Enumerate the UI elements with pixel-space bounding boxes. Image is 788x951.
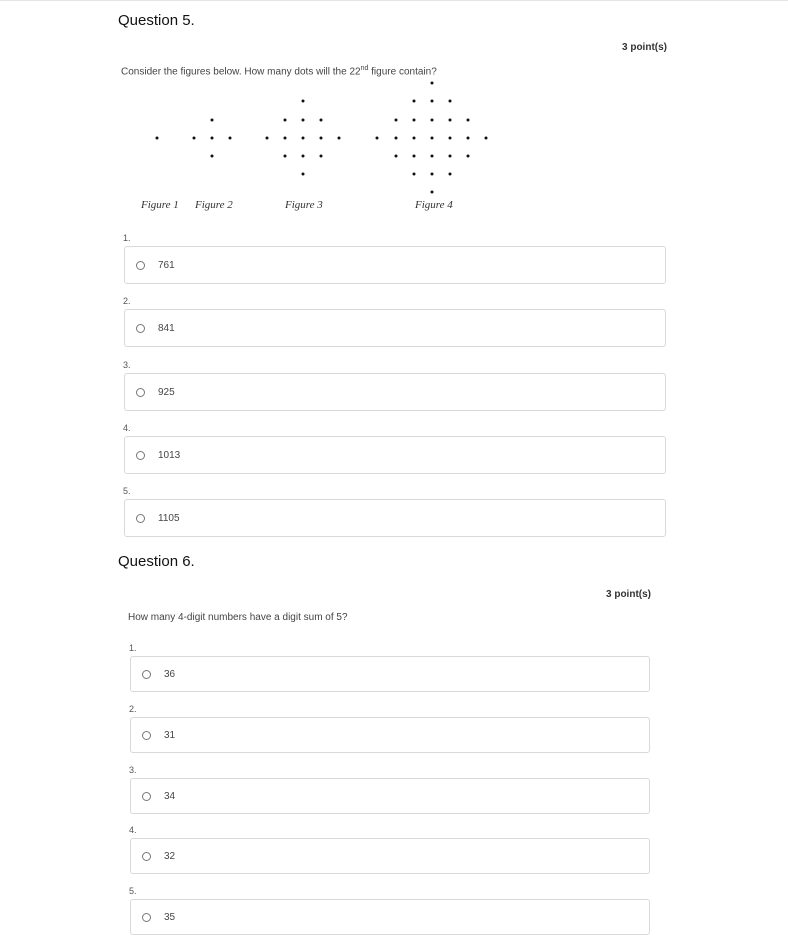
radio-button-icon[interactable]: [142, 913, 151, 922]
figure-3-dot: [302, 173, 305, 176]
radio-button-icon[interactable]: [142, 852, 151, 861]
q6-option-1[interactable]: [130, 656, 650, 692]
option-value: 1013: [158, 449, 181, 461]
radio-button-icon[interactable]: [142, 731, 151, 740]
q5-option-5[interactable]: [124, 499, 666, 537]
figure-4-dot: [431, 191, 434, 194]
figure-4-dot: [413, 137, 416, 140]
figure-4-dot: [395, 155, 398, 158]
q5-option-2[interactable]: [124, 309, 666, 347]
q6-option-5[interactable]: [130, 899, 650, 935]
q5-option-1[interactable]: [124, 246, 666, 284]
figure-4-dot: [395, 137, 398, 140]
q5-option-3[interactable]: [124, 373, 666, 411]
figure-4-dot: [431, 173, 434, 176]
figure-4-dot: [431, 100, 434, 103]
option-number: 2.: [129, 704, 137, 714]
figure-2-dot: [193, 137, 196, 140]
question-5-title: Question 5.: [118, 12, 195, 29]
figure-4-dot: [395, 119, 398, 122]
option-number: 5.: [123, 486, 131, 496]
figure-2-label: Figure 2: [195, 199, 233, 211]
figure-4-dot: [431, 119, 434, 122]
figure-2-dot: [211, 155, 214, 158]
option-number: 3.: [123, 360, 131, 370]
option-number: 3.: [129, 765, 137, 775]
figure-4-dot: [376, 137, 379, 140]
option-number: 4.: [129, 825, 137, 835]
figure-4-dot: [449, 173, 452, 176]
option-number: 4.: [123, 423, 131, 433]
option-value: 841: [158, 322, 175, 334]
figure-3-dot: [320, 119, 323, 122]
q6-option-4[interactable]: [130, 838, 650, 874]
q5-option-4[interactable]: [124, 436, 666, 474]
figure-4-dot: [413, 100, 416, 103]
option-value: 925: [158, 386, 175, 398]
figure-3-dot: [284, 155, 287, 158]
question-5-points: 3 point(s): [622, 42, 667, 53]
dot-figures: [120, 74, 520, 219]
radio-button-icon[interactable]: [136, 388, 145, 397]
option-value: 36: [164, 668, 176, 680]
option-value: 31: [164, 729, 176, 741]
figure-1-label: Figure 1: [141, 199, 179, 211]
prompt-text-after: figure contain?: [368, 66, 437, 78]
figure-1-dot: [156, 137, 159, 140]
figure-3-dot: [302, 119, 305, 122]
figure-3-dot: [266, 137, 269, 140]
option-number: 2.: [123, 296, 131, 306]
figure-3-dot: [302, 100, 305, 103]
dot-figures-drawing: [120, 74, 520, 219]
question-6-title: Question 6.: [118, 553, 195, 570]
option-number: 1.: [123, 233, 131, 243]
figure-3-dot: [284, 119, 287, 122]
figure-4-dot: [431, 82, 434, 85]
figure-2-dot: [229, 137, 232, 140]
radio-button-icon[interactable]: [142, 792, 151, 801]
figure-4-dot: [413, 155, 416, 158]
figure-4-dot: [413, 119, 416, 122]
figure-3-dot: [284, 137, 287, 140]
figure-4-dot: [431, 137, 434, 140]
figure-4-dot: [467, 155, 470, 158]
figure-4-dot: [467, 137, 470, 140]
figure-4-dot: [485, 137, 488, 140]
figure-4-dot: [449, 119, 452, 122]
q6-option-2[interactable]: [130, 717, 650, 753]
figure-3-dot: [302, 137, 305, 140]
option-value: 35: [164, 911, 176, 923]
radio-button-icon[interactable]: [142, 670, 151, 679]
figure-3-dot: [320, 155, 323, 158]
option-number: 5.: [129, 886, 137, 896]
figure-4-dot: [449, 100, 452, 103]
radio-button-icon[interactable]: [136, 261, 145, 270]
radio-button-icon[interactable]: [136, 451, 145, 460]
prompt-text-before: Consider the figures below. How many dots will the 22: [121, 66, 361, 78]
option-value: 761: [158, 259, 175, 271]
figure-4-dot: [449, 155, 452, 158]
figure-4-dot: [413, 173, 416, 176]
figure-4-dot: [431, 155, 434, 158]
radio-button-icon[interactable]: [136, 324, 145, 333]
question-6-prompt: How many 4-digit numbers have a digit sum of 5?: [128, 612, 348, 623]
figure-4-label: Figure 4: [415, 199, 453, 211]
option-value: 32: [164, 850, 176, 862]
option-number: 1.: [129, 643, 137, 653]
top-divider: [0, 0, 788, 1]
figure-3-dot: [338, 137, 341, 140]
figure-2-dot: [211, 137, 214, 140]
figure-4-dot: [467, 119, 470, 122]
figure-3-label: Figure 3: [285, 199, 323, 211]
option-value: 1105: [158, 512, 180, 524]
figure-4-dot: [449, 137, 452, 140]
q6-option-3[interactable]: [130, 778, 650, 814]
option-value: 34: [164, 790, 176, 802]
figure-3-dot: [320, 137, 323, 140]
radio-button-icon[interactable]: [136, 514, 145, 523]
figure-3-dot: [302, 155, 305, 158]
figure-2-dot: [211, 119, 214, 122]
prompt-superscript: nd: [360, 65, 369, 72]
question-6-points: 3 point(s): [606, 589, 651, 600]
